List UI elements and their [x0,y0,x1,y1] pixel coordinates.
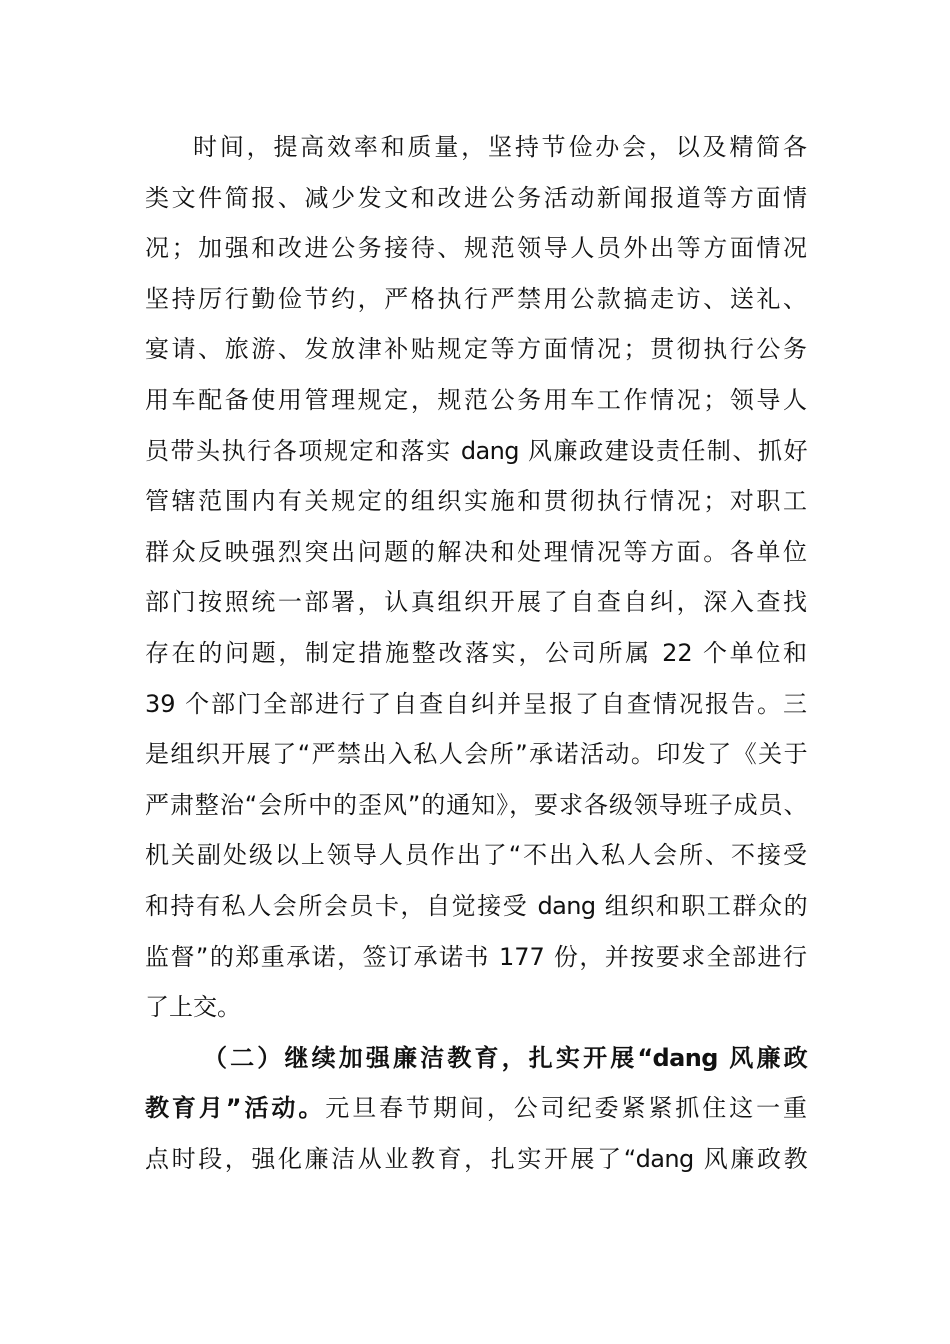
text-line: 用车配备使用管理规定，规范公务用车工作情况；领导人 [145,385,807,414]
text-line: 宴请、旅游、发放津补贴规定等方面情况；贯彻执行公务 [145,335,807,364]
document-body [145,122,807,1184]
text-line: 类文件简报、减少发文和改进公务活动新闻报道等方面情 [145,183,807,212]
text-line: 39 个部门全部进行了自查自纠并呈报了自查情况报告。三 [145,689,807,718]
text-line: 况；加强和改进公务接待、规范领导人员外出等方面情况 [145,234,807,263]
text-line: 存在的问题，制定措施整改落实，公司所属 22 个单位和 [145,638,807,667]
text-line: 部门按照统一部署，认真组织开展了自查自纠，深入查找 [145,588,807,617]
text-line: 了上交。 [145,993,241,1022]
text-run: 元旦春节期间，公司纪委紧紧抓住这一重 [325,1094,808,1123]
text-line: 时间，提高效率和质量，坚持节俭办会，以及精简各 [193,133,807,161]
text-line: 群众反映强烈突出问题的解决和处理情况等方面。各单位 [145,537,807,566]
text-line: 是组织开展了“严禁出入私人会所”承诺活动。印发了《关于 [145,740,807,769]
text-line: 严肃整治“会所中的歪风”的通知》，要求各级领导班子成员、 [145,790,807,819]
section-heading-continued: 教育月”活动。 [145,1094,326,1123]
text-line: 机关副处级以上领导人员作出了“不出入私人会所、不接受 [145,841,807,870]
text-line: 和持有私人会所会员卡，自觉接受 dang 组织和职工群众的 [145,891,807,920]
text-line: 员带头执行各项规定和落实 dang 风廉政建设责任制、抓好 [145,436,807,465]
section-heading: （二）继续加强廉洁教育，扎实开展“dang 风廉政 [203,1043,807,1072]
text-line: 管辖范围内有关规定的组织实施和贯彻执行情况；对职工 [145,487,807,516]
text-line: 点时段，强化廉洁从业教育，扎实开展了“dang 风廉政教 [145,1144,807,1173]
text-line: 监督”的郑重承诺，签订承诺书 177 份，并按要求全部进行 [145,942,807,971]
text-line [145,1083,807,1134]
text-line: 坚持厉行勤俭节约，严格执行严禁用公款搞走访、送礼、 [145,284,807,313]
